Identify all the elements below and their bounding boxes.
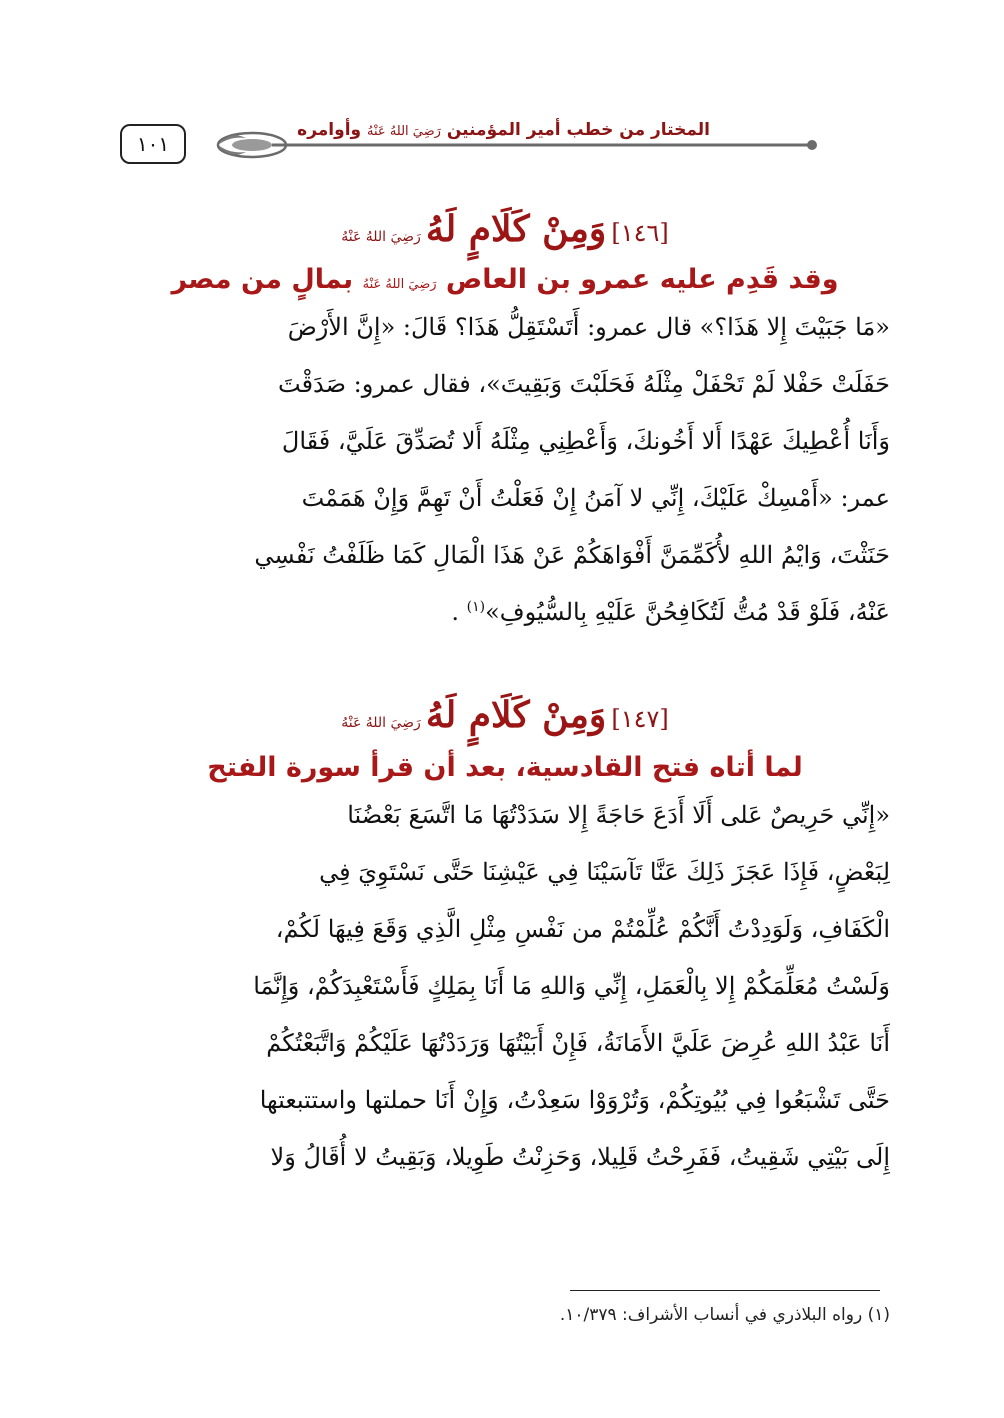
subtitle-part-2: بمالٍ من مصر [171,264,354,295]
section-146 [120,208,890,641]
text-line: حَفَلَتْ حَفْلا لَمْ تَحْفَلْ مِثْلَهُ فَحَلَبْتَ وَبَقِيتَ»، فقال عمرو: صَدَقْتَ [278,370,890,398]
header-title [297,120,710,140]
section-subtitle [120,264,890,295]
footnote-number: (١) [867,1305,890,1325]
running-header [120,110,880,170]
section-honorific: رَضِيَ اللهُ عَنْهُ [341,229,421,245]
text-line: أَنَا عَبْدُ اللهِ عُرِضَ عَلَيَّ الأَمَانَةُ، فَإِنْ أَبَيْتُهَا وَرَدَدْتُهَا عَلَيْكُمْ وَاتَّبَعْتُكُمْ [266,1029,890,1057]
section-147 [120,694,890,1186]
subtitle-honorific: رَضِيَ اللهُ عَنْهُ [362,277,437,292]
section-heading-text: وَمِنْ كَلَامٍ لَهُ [425,208,607,250]
text-line: وَلَسْتُ مُعَلِّمَكُمْ إِلا بِالْعَمَلِ، إِنِّي وَاللهِ مَا أَنَا بِمَلِكٍ فَأَسْتَعْبِدَكُمْ، وَإِنَّمَا [253,972,890,1000]
text-line: عَنْهُ، فَلَوْ قَدْ مُتُّ لَتُكَافِحُنَّ عَلَيْهِ بِالسُّيُوفِ» [485,598,890,626]
text-line: «مَا جَبَيْتَ إِلا هَذَا؟» قال عمرو: أَتَسْتَقِلُّ هَذَا؟ قَالَ: «إِنَّ الأَرْضَ [287,313,890,341]
header-title-tail: وأوامره [297,120,362,140]
text-line: عمر: «أَمْسِكْ عَلَيْكَ، إِنِّي لا آمَنُ إِنْ فَعَلْتُ أَنْ تَهِمَّ وَإِنْ هَمَمْتَ [301,484,890,512]
footnote [120,1305,890,1325]
text-line: حَنَثْتَ، وَايْمُ اللهِ لأُكَمِّمَنَّ أَفْوَاهَكُمْ عَنْ هَذَا الْمَالِ كَمَا ظَلَفْتُ نَفْسِي [254,541,890,569]
text-line: الْكَفَافِ، وَلَوَدِدْتُ أَنَّكُمْ عُلِّمْتُمْ من نَفْسِ مِثْلِ الَّذِي وَقَعَ فِيهَا لَكُمْ، [275,915,890,943]
text-line: لِبَعْضٍ، فَإِذَا عَجَزَ ذَلِكَ عَنَّا تَآسَيْنَا فِي عَيْشِنَا حَتَّى نَسْتَوِيَ فِي [319,858,890,886]
section-heading [120,694,890,736]
text-line: «إِنِّي حَرِيصٌ عَلى أَلَا أَدَعَ حَاجَةً إِلا سَدَدْتُهَا مَا اتَّسَعَ بَعْضُنَا [347,801,890,829]
section-number: [١٤٧] [611,705,669,733]
line-tail: . [451,598,459,626]
footnote-divider [570,1290,880,1291]
text-line-last [120,584,890,641]
text-line: وَأَنَا أُعْطِيكَ عَهْدًا أَلا أَخُونكَ، وَأَعْطِنِي مِثْلَهُ أَلا تُصَدِّقَ عَلَيَّ، فَقَالَ [281,427,890,455]
footnote-text: رواه البلاذري في أنساب الأشراف: ١٠/٣٧٩. [559,1305,863,1325]
header-title-text: المختار من خطب أمير المؤمنين [446,120,710,140]
section-number: [١٤٦] [611,219,669,247]
section-body [120,787,890,1186]
header-honorific: رَضِيَ اللهُ عَنْهُ [367,124,441,139]
section-body [120,299,890,641]
section-heading [120,208,890,250]
section-honorific: رَضِيَ اللهُ عَنْهُ [341,715,421,731]
footnote-reference[interactable]: (١) [466,599,486,615]
section-heading-text: وَمِنْ كَلَامٍ لَهُ [425,694,607,736]
text-line: إِلَى بَيْتِي شَقِيتُ، فَفَرِحْتُ قَلِيلا، وَحَزِنْتُ طَوِيلا، وَبَقِيتُ لا أُقَالُ وَلا [270,1143,890,1171]
section-subtitle: لما أتاه فتح القادسية، بعد أن قرأ سورة الفتح [207,752,803,783]
page-number: ١٠١ [120,124,186,164]
subtitle-part-1: وقد قَدِم عليه عمرو بن العاص [445,264,839,295]
text-line: حَتَّى تَشْبَعُوا فِي بُيُوتِكُمْ، وَتُرْوَوْا سَعِدْتُ، وَإِنْ أَنَا حملتها واستتبعتها [259,1086,890,1114]
